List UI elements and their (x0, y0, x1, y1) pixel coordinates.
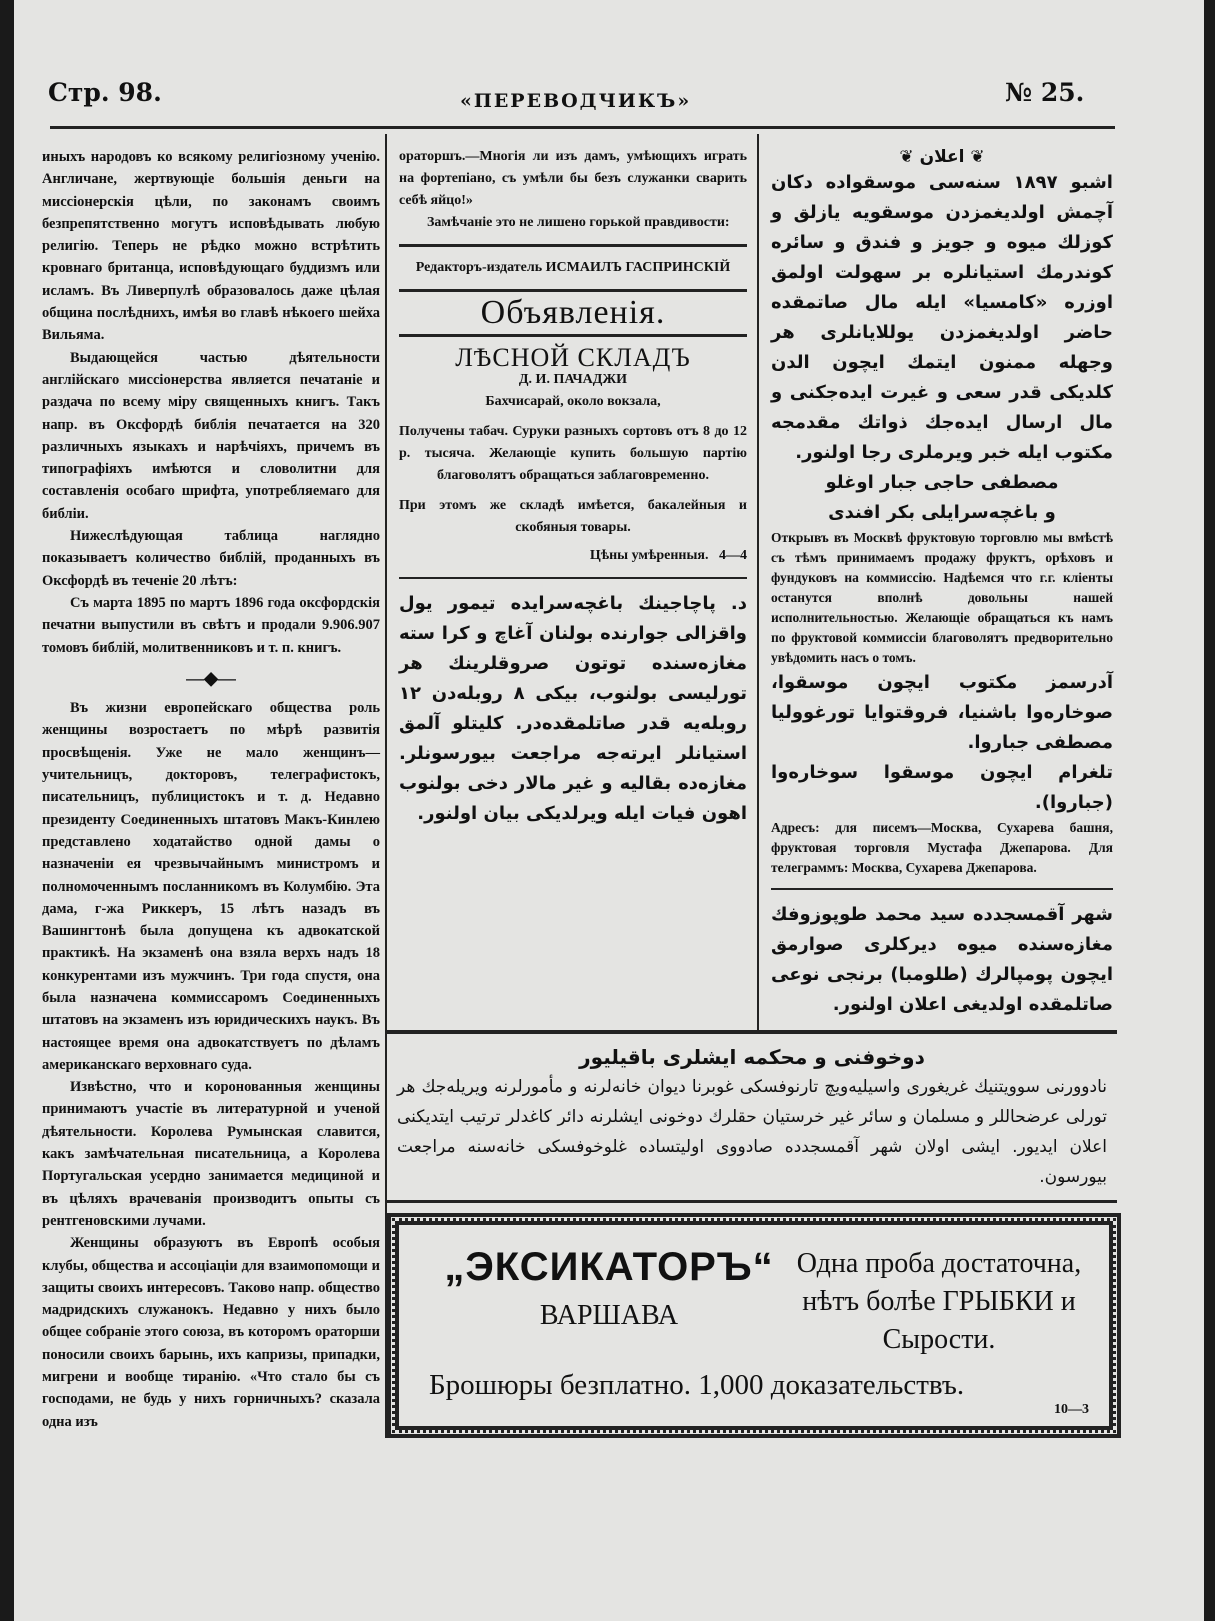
ad-code: 10—3 (1054, 1402, 1089, 1418)
paragraph: ораторшъ.—Многія ли изъ дамъ, умѣющихъ играть на фортепіано, съ умѣли бы безъ служанки сварить себѣ яйцо!» (399, 149, 747, 208)
notice-heading: دوخوفنی و محکمه ایشلری باقیلیور (579, 1045, 925, 1070)
arabic-telegram: تلغرام ایچون موسقوا سوخاره‌وا (جباروا). (771, 762, 1113, 814)
top-columns (387, 134, 1117, 1030)
arabic-announcement: اشبو ۱۸۹۷ سنه‌سی موسقواده دکان آچمش اولدیغمزدن موسقویه یازلق و کوزلك میوه و جویز و فندق و سائره کوندرمك استیانلره بر سهولت اولمق اوزره «کامسیا» ایله مال صاتمقده حاضر اولدیغمزدن یوللایانلری هر وجهله ممنون ایتمك ایچون الدن کلدیکی قدر سعی و غیرت ایده‌جکنی و مال ارسال ایده‌جك ذواتك مقدمجه مکتوب ایله خبر ویرملری رجا اولنور. (771, 172, 1113, 464)
address-text: Адресъ: для писемъ—Москва, Сухарева башня, фруктовая торговля Мустафа Джепарова. Для телеграммъ: Москва, Сухарева Джепарова. (771, 820, 1113, 876)
ad-top-row (429, 1245, 1089, 1359)
header-rule (50, 126, 1115, 129)
ad-code: 4—4 (719, 548, 747, 563)
rule (399, 244, 747, 247)
ad-prices-line (399, 545, 747, 567)
announcement-heading: ❦ اعلان ❦ (899, 147, 985, 167)
issue-number: № 25. (1005, 78, 1085, 107)
signature: و باغچه‌سرایلی بکر افندی (828, 502, 1056, 524)
arabic-address: آدرسمز مکتوب ایچون موسقوا، صوخاره‌وا باشنیا، فروقتوایا تورغوولیا مصطفی جباروا. (771, 672, 1113, 754)
ad-prices: Цѣны умѣренныя. (589, 548, 709, 563)
ornament-separator: —◆— (186, 667, 236, 688)
left-column-article (42, 134, 387, 1438)
arabic-announcement: شهر آقمسجدده سید محمد طوپوزوفك مغازه‌سنده میوه دیرکلری صوارمق ایچون پومپالرك (طلومبا) برنجی نوعی صاتلمقده اولدیغی اعلان اولنور. (771, 904, 1113, 1016)
paragraph: иныхъ народовъ ко всякому религіозному ученію. Англичане, жертвующіе большія деньги на миссіонерскія цѣли, по законамъ своимъ безпрепятственно могутъ исповѣдывать любую религію. Теперь не рѣдко можно встрѣтить кровнаго британца, исповѣдующаго буддизмъ или исламъ. Въ Ливерпулѣ образовалось даже цѣлая община послѣднихъ, имѣя во главѣ нѣкоего шейха Вильяма. (42, 149, 380, 344)
rule (399, 577, 747, 579)
ornament-icon: ❦ (899, 147, 914, 167)
right-column (759, 134, 1117, 1030)
notice-text: نادوورنی سوویتنیك غریغوری واسیلیه‌ویچ تارنوفسکی غوبرنا دیوان خانه‌لرنه و مأمورلرنه ویریله‌جك هر تورلی عرضحاللر و مسلمان و سائر غیر خرستیان حقلرك دوخونی ایشلرنه دائر کاغدلر ترتیب ایتدیکنی اعلان ایدیور. ایشی اولان شهر آقمسجدده صادووی اولیتساده غلوخوفسکی خانه‌سنه مراجعت بیورسون. (397, 1077, 1107, 1188)
rule (399, 289, 747, 292)
ad-text: При этомъ же складѣ имѣется, бакалейныя и скобяныя товары. (399, 498, 747, 535)
middle-column (387, 134, 759, 1030)
russian-announcement: Открывъ въ Москвѣ фруктовую торговлю мы вмѣстѣ съ тѣмъ принимаемъ продажу фруктъ, орѣховъ и фундуковъ на коммиссію. Надѣемся что г.г. кліенты останутся вполнѣ довольны нашей исполнительностью. Желающіе обращаться къ намъ по фруктовой коммиссіи благоволятъ предворительно увѣдомить насъ о томъ. (771, 530, 1113, 666)
paragraph: Съ марта 1895 по мартъ 1896 года оксфордскія печатни выпустили въ свѣтъ и продали 9.906.907 томовъ библій, молитвенниковъ и т. п. книгъ. (42, 594, 380, 656)
ad-text: Получены табач. Суруки разныхъ сортовъ отъ 8 до 12 р. тысяча. Желающіе купить большую партію благоволятъ обращаться заблаговременно. (399, 424, 747, 483)
ad-owner: Д. И. ПАЧАДЖИ (518, 372, 628, 387)
page-columns (42, 134, 1122, 1438)
eksikator-ad (387, 1213, 1121, 1438)
newspaper-page (14, 0, 1204, 1621)
section-rule (387, 1200, 1117, 1203)
paragraph: Въ жизни европейскаго общества роль женщины возростаетъ по мѣрѣ развитія просвѣщенія. Уже не мало женщинъ—учительницъ, докторовъ, телеграфистокъ, писательницъ, публицистокъ и т. д. Недавно президенту Соединенныхъ штатовъ Макъ-Кинлею представлено ходатайство одной дамы о назначеніи ея чрезвычайнымъ министромъ и полномоченнымъ посланникомъ въ Колумбію. Эта дама, г-жа Риккеръ, 15 лѣтъ назадъ въ Вашингтонѣ была допущена къ адвокатской практикѣ. На экзаменѣ она взяла верхъ надъ 18 конкурентами изъ мужчинъ. Три года спустя, она была назначена коммиссаромъ Соединенныхъ штатовъ на экзаменъ изъ юридическихъ наукъ. Въ настоящее время она адвокатствуетъ по дѣламъ американскаго верховнаго суда. (42, 700, 380, 1073)
ad-claim: Одна проба достаточна, нѣтъ болѣе ГРЫБКИ и Сырости. (796, 1248, 1082, 1356)
announcements-heading: Объявленія. (480, 294, 666, 331)
ad-address: Бахчисарай, около вокзала, (485, 394, 661, 409)
rule (399, 334, 747, 337)
page-number: Стр. 98. (48, 78, 162, 107)
paragraph: Нижеслѣдующая таблица наглядно показываетъ количество библій, проданныхъ въ Оксфордѣ въ теченіе 20 лѣтъ: (42, 528, 380, 589)
ornament-icon: ❦ (970, 147, 985, 167)
signature: مصطفی حاجی جبار اوغلو (825, 472, 1059, 494)
ad-brand-block (429, 1245, 789, 1332)
ad-title: ЛѢСНОЙ СКЛАДЪ (455, 343, 691, 372)
rule (771, 888, 1113, 890)
ad-arabic-text: د. پاچاجینك باغچه‌سرایده تیمور یول واقزالی جوارنده بولنان آغاچ و کرا سته مغازه‌سنده توتون صروقلرینك هر تورلیسی بولنوب، بیكی ۸ روبله‌دن ۱۲ روبله‌یه قدر صاتلمقده‌در. کلیتلو آلمق استیانلر ایرته‌جه مراجعت بیورسونلر. مغازه‌ده بقالیه و غیر مالار دخی بولنوب اهون فیات ایله ویرلدیکی بیان اولنور. (399, 593, 747, 824)
right-area (387, 134, 1117, 1438)
paragraph: Женщины образуютъ въ Европѣ особыя клубы, общества и ассоціаціи для взаимопомощи и защиты своихъ интересовъ. Таково напр. общество мадридскихъ служанокъ. Недавно у нихъ было общее собраніе этого союза, въ которомъ ораторши поносили своихъ барынь, ихъ капризы, припадки, мигрени и вообще тиранію. «Что стало бы съ господами, не будь у нихъ горничныхъ? сказала одна изъ (42, 1235, 380, 1430)
ad-footer: Брошюры безплатно. 1,000 доказательствъ. (429, 1369, 965, 1402)
ad-city: ВАРШАВА (539, 1300, 679, 1332)
paragraph: Извѣстно, что и коронованныя женщины принимаютъ участіе въ литературной и ученой дѣятельности. Королева Румынская славится, какъ замѣчательная писательница, а Королева Португальская усердно занимается медициной и въ цѣляхъ врачеванія производитъ опыты съ рентгеновскими лучами. (42, 1079, 380, 1229)
wide-notice (387, 1042, 1117, 1192)
ad-brand: „ЭКСИКАТОРЪ“ (444, 1245, 774, 1290)
paragraph: Замѣчаніе это не лишено горькой правдивости: (427, 215, 730, 230)
paragraph: Выдающейся частью дѣятельности англійскаго миссіонерства является печатаніе и раздача по всему міру священныхъ книгъ. Такъ напр. въ Оксфордѣ библія печатается на 320 различныхъ языкахъ и нарѣчіяхъ, причемъ въ типографіяхъ имѣются и словолитни для составленія особаго шрифта, употребляемаго для библіи. (42, 349, 380, 522)
section-rule (387, 1030, 1117, 1034)
editor-line: Редакторъ-издатель ИСМАИЛЪ ГАСПРИНСКІЙ (415, 260, 731, 275)
newspaper-title: «ПЕРЕВОДЧИКЪ» (460, 90, 692, 112)
